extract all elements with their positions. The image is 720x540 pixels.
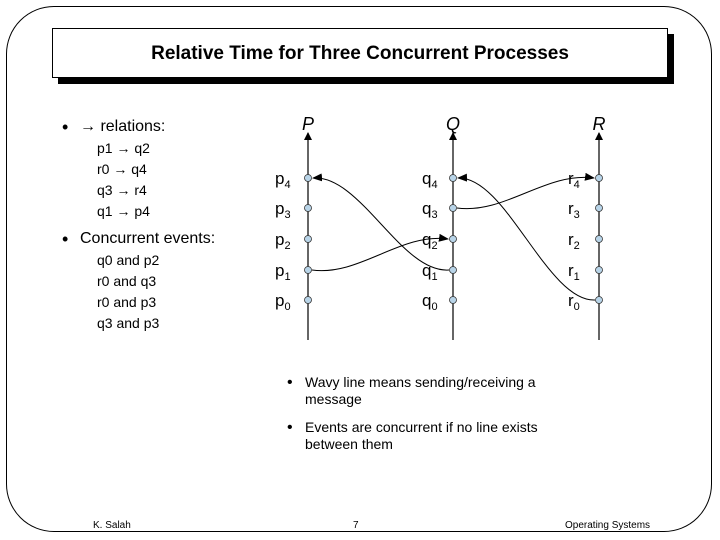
- message-q1-to-p4: [313, 178, 449, 270]
- event-node-p3: [305, 205, 312, 212]
- bullet-dot: •: [62, 117, 69, 137]
- event-label-r0: $r_0$: [568, 291, 580, 313]
- bullet-relations-heading: → relations:: [80, 118, 166, 135]
- note-text: Events are concurrent if no line exists between them: [305, 419, 538, 452]
- event-node-r4: [596, 175, 603, 182]
- footer-author: K. Salah: [93, 520, 131, 531]
- event-label-q2: $q_2$: [422, 230, 438, 252]
- event-label-q4: $q_4$: [422, 169, 438, 191]
- event-node-q4: [450, 175, 457, 182]
- footer-page-number: 7: [353, 520, 359, 531]
- event-label-p3: $p_3$: [275, 199, 291, 221]
- event-label-p2: $p_2$: [275, 230, 291, 252]
- event-label-q1: $q_1$: [422, 261, 438, 283]
- event-node-p0: [305, 297, 312, 304]
- event-node-q0: [450, 297, 457, 304]
- concurrent-item: r0 and q3: [97, 273, 157, 289]
- footer-course: Operating Systems: [565, 520, 651, 531]
- relation-item: p1 → q2: [97, 140, 150, 156]
- event-node-r0: [596, 297, 603, 304]
- concurrent-item: q3 and p3: [97, 315, 160, 331]
- event-label-p1: $p_1$: [275, 261, 291, 283]
- concurrent-item: r0 and p3: [97, 294, 157, 310]
- bullet-concurrent-heading: Concurrent events:: [80, 230, 216, 247]
- event-node-q1: [450, 267, 457, 274]
- process-label-r: R: [592, 114, 606, 134]
- event-node-q3: [450, 205, 457, 212]
- bullet-dot: •: [287, 374, 293, 391]
- event-label-q3: $q_3$: [422, 199, 438, 221]
- event-node-p2: [305, 236, 312, 243]
- bullet-dot: •: [62, 229, 69, 249]
- event-label-r4: $r_4$: [568, 169, 580, 191]
- event-node-q2: [450, 236, 457, 243]
- relation-item: q1 → p4: [97, 203, 150, 219]
- event-label-p4: $p_4$: [275, 169, 291, 191]
- event-label-r1: $r_1$: [568, 261, 580, 283]
- event-node-p4: [305, 175, 312, 182]
- event-label-p0: $p_0$: [275, 291, 291, 313]
- relation-item: r0 → q4: [97, 161, 147, 177]
- event-node-r3: [596, 205, 603, 212]
- event-label-q0: $q_0$: [422, 291, 438, 313]
- note-text: Wavy line means sending/receiving a message: [305, 374, 536, 407]
- relation-item: q3 → r4: [97, 182, 147, 198]
- slide-title: Relative Time for Three Concurrent Processes: [151, 43, 569, 64]
- event-label-r2: $r_2$: [568, 230, 580, 252]
- event-node-r1: [596, 267, 603, 274]
- event-node-r2: [596, 236, 603, 243]
- bullet-dot: •: [287, 419, 293, 436]
- process-label-p: P: [301, 114, 315, 134]
- event-node-p1: [305, 267, 312, 274]
- event-label-r3: $r_3$: [568, 199, 580, 221]
- concurrent-item: q0 and p2: [97, 252, 160, 268]
- process-label-q: Q: [445, 114, 461, 134]
